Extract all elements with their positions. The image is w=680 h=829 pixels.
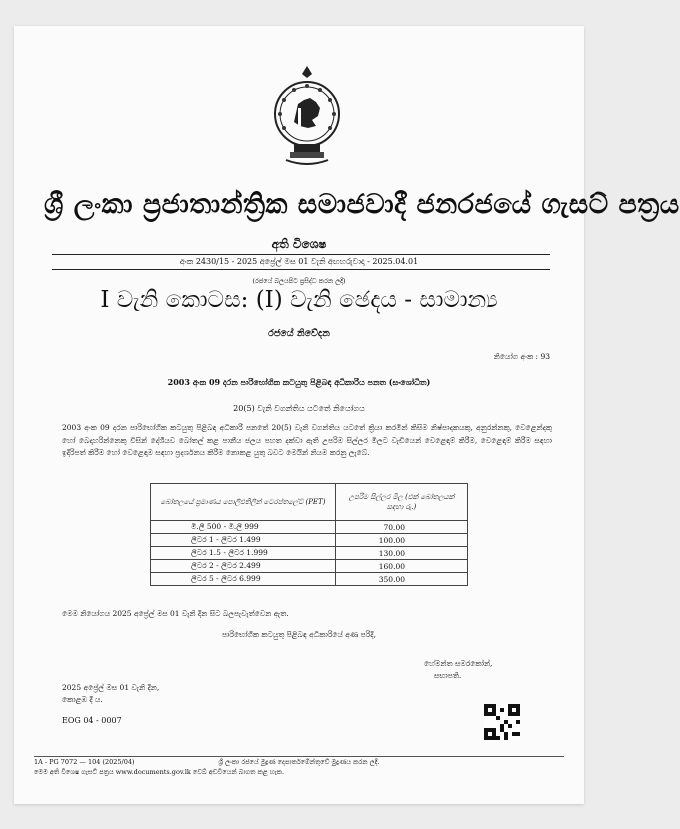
registered-note: (රජයේ බලයපිට ප්‍රසිද්ධ කරන ලදී) [252, 277, 346, 285]
signatory-name: හේමන්ත සමරකෝන්, [424, 659, 493, 668]
bottle-size-cell: ලීටර 1.5 - ලීටර 1.999 [151, 547, 336, 560]
part-title: I වැනි කොටස: (I) වැනි ඡෙදය - සාමාන්‍ය [100, 287, 498, 313]
issue-date: 2025 අප්‍රේල් මස 01 වැනි දින, [62, 683, 160, 692]
gazette-title: ශ්‍රී ලංකා ප්‍රජාතාන්ත්‍රික සමාජවාදී ජනරජයේ ගැසට් පත්‍රය [44, 189, 680, 220]
signatory-title: සභාපති. [434, 671, 462, 680]
bottle-size-cell: මි.ලී 500 - මි.ලී 999 [151, 521, 336, 534]
footer-divider [34, 756, 564, 757]
price-table [150, 483, 468, 586]
bottle-size-cell: ලීටර 1 - ලීටර 1.499 [151, 534, 336, 547]
table-row [151, 560, 468, 573]
extraordinary-label: අති විශෙෂ [271, 237, 327, 251]
footer-code: 1A - PG 7072 — 104 (2025/04) [34, 758, 135, 766]
notice-heading: රජයේ නිවේදන [268, 328, 330, 339]
divider [52, 269, 550, 270]
table-row [151, 521, 468, 534]
effective-date-note: මෙම නියෝගය 2025 අප්‍රේල් මස 01 වැනි දින සිට බලපැවැත්වෙන ඇත. [62, 609, 289, 618]
table-row [151, 573, 468, 586]
regulation-number: නියෝග අංක : 93 [493, 352, 550, 361]
price-column-header: උපරිම සිල්ලර මිල (එක් බෝතලයක් සඳහා රු.) [336, 484, 468, 521]
max-price-cell: 130.00 [336, 547, 468, 560]
issue-place: කොළඹ දී ය. [62, 695, 103, 704]
table-row [151, 534, 468, 547]
date-block [62, 682, 159, 706]
footer-printed-by: ශ්‍රී ලංකා රජයේ මුද්‍රණ දෙපාර්තමේන්තුවේ මුද්‍රණය කරන ලදී. [218, 758, 380, 766]
sri-lanka-emblem-icon [268, 64, 346, 168]
signatory-block [424, 658, 492, 682]
regulation-body: 2003 අංක 09 දරන පාරිභෝගික කටයුතු පිළිබඳ අධිකාරී පනතේ 20(5) වැනි වගන්තිය යටතේ ක්‍රියා කරමින් කිසිම නිෂ්පාදකයකු, අනුරන්නකු, වෙළෙන්දකු හෝ බෙදාහරින්නෙකු විසින් දේශීයව බෝතල් කළ පානීය ජලය පහත දක්වා ඇති උපරිම සිල්ලර මිලට වැඩියෙන් වෙළෙඳාම් කිරීම, වෙළෙඳාම් කිරීම සඳහා ඉදිරිපත් කිරීම හෝ වෙළෙඳාම සඳහා ප්‍රදර්ශනය කිරීම නොකළ යුතු බවට මෙයින් නියම කරනු ලැබේ. [62, 423, 552, 457]
eog-code: EOG 04 - 0007 [62, 716, 122, 725]
by-order-line: පාරිභෝගික කටයුතු පිළිබඳ අධිකාරියේ අණ පරිදි, [221, 630, 376, 639]
act-title: 2003 අංක 09 දරන පාරිභෝගික කටයුතු පිළිබඳ අධිකාරිය පනත (සංශෝධිත) [167, 377, 431, 387]
divider [52, 254, 550, 255]
max-price-cell: 70.00 [336, 521, 468, 534]
max-price-cell: 160.00 [336, 560, 468, 573]
size-column-header: බෝතලයේ ප්‍රමාණය පොලිඑතිලින් ටෙරප්තලේට් (PET) [151, 484, 336, 521]
bottle-size-cell: ලීටර 5 - ලීටර 6.999 [151, 573, 336, 586]
bottle-size-cell: ලීටර 2 - ලීටර 2.499 [151, 560, 336, 573]
max-price-cell: 100.00 [336, 534, 468, 547]
section-title: 20(5) වැනි වගන්තිය යටතේ නියෝගය [233, 404, 365, 413]
qr-code-icon [484, 704, 520, 740]
issue-line: අංක 2430/15 - 2025 අප්‍රේල් මස 01 වැනි අඟහරුවාදා - 2025.04.01 [179, 257, 419, 266]
max-price-cell: 350.00 [336, 573, 468, 586]
gazette-page [14, 26, 680, 804]
table-row [151, 547, 468, 560]
footer-website-note: මෙම අති විශෙෂ ගැසට් පත්‍රය www.documents.gov.lk වෙබ් අඩවියෙන් බාගත කළ හැක. [34, 768, 285, 776]
